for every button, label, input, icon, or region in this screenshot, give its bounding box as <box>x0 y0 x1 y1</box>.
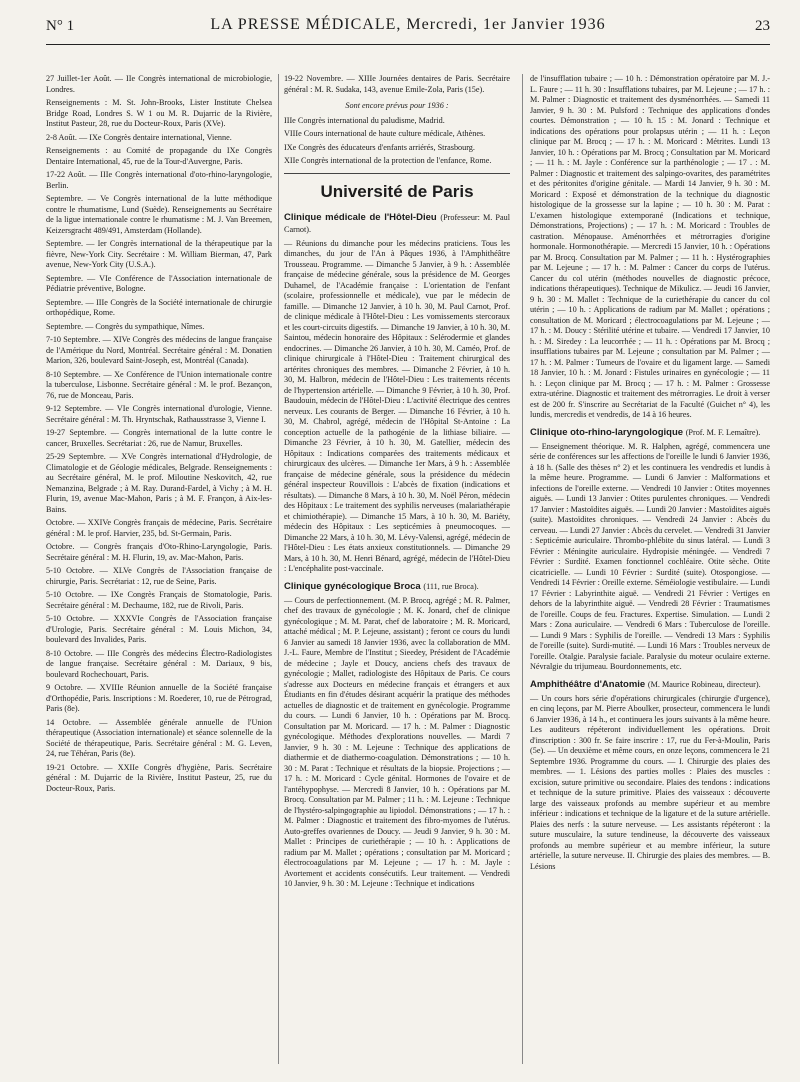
congress-entry: 8-10 Septembre. — Xe Conférence de l'Union internationale contre la tuberculose, Lisbonne. Secrétaire général : M. le prof. Bezançon, 76, rue de Monceau, Paris. <box>46 369 272 400</box>
congress-entry: 5-10 Octobre. — IXe Congrès Français de Stomatologie, Paris. Secrétaire général : M. Dechaume, 182, rue de Rivoli, Paris. <box>46 590 272 610</box>
congress-entry: 5-10 Octobre. — XXXVIe Congrès de l'Association française d'Urologie, Paris. Secrétaire général : M. Louis Michon, 34, boulevard des Invalides, Paris. <box>46 614 272 644</box>
section-body: — Réunions du dimanche pour les médecins praticiens. Tous les dimanches, du jour de l'An à Pâques 1936, à l'Amphithéâtre Trousseau. Programme. — Dimanche 5 Janvier, à 9 h. : Assemblée française de médecine générale, sous la présidence de M. Georges Duhamel, de l'Académie française : L'orientation de l'enfant (scolaire, professionnelle et médicale), vue par le médecin de famille. — Dimanche 12 Janvier, à 10 h. 30, M. Paul Carnot, Prof. de clinique médicale à l'Hôtel-Dieu : Les vomissements stercoraux et les court-circuits digestifs. — Dimanche 19 Janvier, à 10 h. 30, M. Saintou, médecin honoraire des Hôpitaux : Selérodermie et glandes endocrines. — Dimanche 26 Janvier, à 10 h. 30, M. Caméo, Prof. de clinique chirurgicale à l'Hôtel-Dieu : Traitement chirurgical des artérites chroniques des membres. — Dimanche 2 Février, à 10 h. 30, M. Halbron, médecin de l'Hôtel-Dieu : Les traitements récents de l'hypertension artérielle. — Dimanche 9 Février, à 10 h. 30, Prof. Baudouin, médecin de l'Hôtel-Dieu : L'activité électrique des centres nerveux. Les courants de Berger. — Dimanche 16 Février, à 10 h. 30, M. Chabrol, agrégé, médecin de l'Hôpital St-Antoine : La conception actuelle de la pathogénie de la lithiase biliaire. — Dimanche 23 Février, à 10 h. 30, M. Gatellier, médecin des Hôpitaux : Indications comparées des traitements médicaux et chirurgicaux des ulcères. — Dimanche 1er Mars, à 9 h. : Assemblée française de médecine générale, sous la présidence du médecin général inspecteur Rouvillois : L'abcès de fixation (indications et résultats). — Dimanche 8 Mars, à 10 h. 30, M. Noël Péron, médecin des Hôpitaux : Le traitement des syphilis nerveuses (malariathérapie et chimiothérapie). — Dimanche 15 Mars, à 10 h. 30, M. Bariéty, médecin des Hôpitaux : Les septicémies à pneumocoques. — Dimanche 22 Mars, à 10 h. 30, M. Lévy-Valensi, agrégé, médecin de l'Hôtel-Dieu : Les états anxieux constitutionnels. — Dimanche 29 Mars, à 10 h. 30, M. Henri Bénard, agrégé, médecin de l'Hôtel-Dieu : L'encéphalite post-vaccinale. <box>284 238 510 573</box>
congress-entry: Septembre. — IIIe Congrès de la Société internationale de chirurgie orthopédique, Rome. <box>46 297 272 317</box>
congress-entry: 9-12 Septembre. — VIe Congrès international d'urologie, Vienne. Secrétaire général : M. Th. Hryntschak, Rathausstrasse 3, Vienne I. <box>46 404 272 424</box>
congress-entry: 2-8 Août. — IXe Congrès dentaire international, Vienne. <box>46 132 232 142</box>
congress-entry: 8-10 Octobre. — IIIe Congrès des médecins Électro-Radiologistes de langue française. Secrétaire général : M. Dariaux, 9 bis, boulevard Rochechouart, Paris. <box>46 648 272 679</box>
university-heading: Université de Paris <box>320 181 474 201</box>
newspaper-title: LA PRESSE MÉDICALE, Mercredi, 1er Janvier 1936 <box>210 16 606 33</box>
congress-entry: Octobre. — Congrès français d'Oto-Rhino-Laryngologie, Paris. Secrétaire général : M. H. Flurin, 19, av. Mac-Mahon, Paris. <box>46 542 272 562</box>
congress-entry: Renseignements : au Comité de propagande du IXe Congrès Dentaire International, 45, rue de la Tour-d'Auvergne, Paris. <box>46 146 272 166</box>
congress-entry: 19-22 Novembre. — XIIIe Journées dentaires de Paris. Secrétaire général : M. R. Sudaka, 143, avenue Emile-Zola, Paris (15e). <box>284 74 510 94</box>
congress-entry: 9 Octobre. — XVIIIe Réunion annuelle de la Société française d'Orthopédie, Paris. Inscriptions : M. Roederer, 10, rue de Pétrograd, Paris (8e). <box>46 683 272 713</box>
section-body: — Enseignement théorique. M. R. Halphen, agrégé, commencera une série de conférences sur les affections de l'oreille le lundi 6 Janvier 1936, à 18 h. (Salle des thèses n° 2) et les continuera les vendredis et lundis à la même heure. Programme. — Lundi 6 Janvier : Malformations et infections de l'oreille externe. — Vendredi 10 Janvier : Otites moyennes aiguës. — Lundi 13 Janvier : Otites purulentes chroniques. — Vendredi 17 Janvier : Mastoïdites aiguës. — Lundi 20 Janvier : Mastoïdites aiguës (suite). Mastoïdites chroniques. — Vendredi 24 Janvier : Abcès du cerveau. — Lundi 27 Janvier : Abcès du cervelet. — Vendredi 31 Janvier : Septicémie auriculaire. Thrombo-phlébite du sinus latéral. — Lundi 3 Février : Méningite auriculaire. Hydropisie méningée. — Vendredi 7 Février : Surdité. Examen fonctionnel cochléaire. Otite sèche. Otite cicatricielle. — Lundi 10 Février : Surdité (suite). Otospongiose. — Vendredi 14 Février : Oreille externe. Séméiologie vestibulaire. — Lundi 17 Février : Labyrinthite aiguë. — Vendredi 21 Février : Vertiges en dehors de la labyrinthite aiguë. — Vendredi 28 Février : Traumatismes de l'oreille. Coups de feu. Fractures. Expertise. Simulation. — Lundi 2 Mars : Zona auriculaire. — Vendredi 6 Mars : Tuberculose de l'oreille. — Lundi 9 Mars : Syphilis de l'oreille. — Vendredi 13 Mars : Syphilis de l'oreille (suite). Surdi-mutité. — Lundi 16 Mars : Troubles nerveux de l'oreille. Otalgie. Paralysie faciale. Paralysie du moteur oculaire externe. Névralgie du trijumeau. Bourdonnements, etc. <box>530 441 770 671</box>
page-header <box>46 14 770 45</box>
section-body: — Cours de perfectionnement. (M. P. Brocq, agrégé ; M. R. Palmer, chef des travaux de gynécologie ; M. K. Jonard, chef de clinique gynécologique ; M. M. Parat, chef de laboratoire ; M. R. Moricard, attaché médical ; M. P. Lejeune, assistant) ; feront ce cours du lundi 6 Janvier au samedi 18 Janvier 1936, avec la collaboration de MM. J.-L. Faure, Membre de l'Institut ; Sieedey, Président de l'Académie de médecine ; Jayle et Doucy, anciens chefs des travaux de gynécologie ; Mallet, radiologiste des Hôpitaux de Paris. Ce cours s'adresse aux Docteurs en médecine français et étrangers et aux Étudiants en fin d'études désirant acquérir la pratique des méthodes actuelles de diagnostic et de traitement en gynécologie. Programme du cours. — Lundi 6 Janvier, 10 h. : Opérations par M. Brocq. Consultation par M. Moricard. — 17 h. : M. Palmer : Diagnostic gynécologique. Méthodes d'explorations nouvelles. — Mardi 7 Janvier, 9 h. 30 : M. Lejeune : Technique des applications de diathermie et de diathermo-coagulation. Démonstrations ; — 10 h. 30 : M. Parat : Technique et résultats de la biopsie. Projections ; — 17 h. : M. Moricard : Cycle génital. Hormones de l'ovaire et de l'antéhypophyse. — Mercredi 8 Janvier, 10 h. : Opérations par M. Brocq. Consultation par M. Palmer ; 11 h. : M. Lejeune : Technique de l'hystéro-salpingographie au lipiodol. Démonstrations ; — 17 h. : M. Palmer : Diagnostic et traitement des fibro-myomes de l'utérus. Auto-greffes ovariennes de Doucy. — Jeudi 9 Janvier, 9 h. 30 : M. Mallet : Principes de curiethérapie ; — 10 h. : Applications de radium par M. Mallet ; opérations ; consultation par M. Moricard ; électrocoagulations par M. Lejeune ; — 17 h. : M. Jayle : Avortement et accidents consécutifs. Leur traitement. — Vendredi 10 Janvier, 9 h. 30 : M. Lejeune : Technique et indications <box>284 595 510 888</box>
section-body: — Un cours hors série d'opérations chirurgicales (chirurgie d'urgence), en cinq leçons, par M. Pierre Aboulker, prosecteur, commencera le lundi 6 Janvier 1936, à 14 h., et continuera les jours suivants à la même heure. Les auditeurs répéteront individuellement les opérations. Droit d'inscription : 300 fr. Se faire inscrire : 17, rue du Fer-à-Moulin, Paris (5e). — Un deuxième et même cours, en onze leçons, commencera le 21 Septembre 1936. Programme du cours. — I. Chirurgie des plaies des membres. — 1. Lésions des parties molles : Plaies des muscles : excision, suture primitive ou secondaire. Plaies des tendons : indications et technique de la suture primitive. Plaies des vaisseaux : découverte large des vaisseaux profonds au membre supérieur et au membre inférieur : indications et technique de la ligature et de la suture artérielle. Plaies des nerfs : la suture nerveuse. — Les assistants répéteront : la suture musculaire, la suture tendineuse, la découverte des vaisseaux profonds au membre supérieur et au membre inférieur, la suture artérielle, la suture nerveuse. II. Chirurgie des plaies des membres. — B. Lésions <box>530 693 770 871</box>
section-body: de l'insufflation tubaire ; — 10 h. : Démonstration opératoire par M. J.-L. Faure ; — 11 h. 30 : Insufflations tubaires, par M. Lejeune ; — 17 h. : M. Palmer : Diagnostic et traitement des dysménorrhées. — Samedi 11 Janvier, 9 h. 30 : M. Pulsford : Technique des applications d'ondes courtes. Démonstration ; — 10 h. 15 : M. Jonard : Technique et indications des opérations pour prolapsus utérin ; — 11 h. : Leçon clinique par M. Brocq ; — 17 h. : M. Moricard : Métrites. Lundi 13 Janvier, 10 h. : Opérations par M. Brocq ; Consultation par M. Moricard ; — 11 h. : M. Jayle : Conférence sur la parthénologie ; — 17 . : M. Palmer : Diagnostic et traitement des salpingo-ovarites, des paramétrites et des péritonites d'origine génitale. — Mardi 14 Janvier, 9 h. 30 : M. Moricard : Exposé et démonstration de la technique du diagnostic histologique de la grossesse sur la lapine ; — 10 h. 30 : M. Parat : L'examen histologique extemporané (Indications et technique, Démonstrations, Projections) ; — 17 h. : M. Moricard : Troubles de castration. Ménopause. Aménorrhées et métrorragies d'origine hormonale. Hormonothérapie. — Mercredi 15 Janvier, 10 h. : Opérations par M. Brocq. Consultation par M. Palmer ; — 11 h. : Hystérographies par M. Lejeune ; — 17 h. : M. Palmer : Cancer du corps de l'utérus. Cancer du col utérin (méthodes nouvelles de diagnostic précoce, indications thérapeutiques). Technique de Mikulicz. — Jeudi 16 Janvier, 9 h. 30 : M. Mallet : Technique de la curiethérapie du cancer du col utérin ; — 10 h. : Applications de radium par M. Mallet ; opérations ; consultation de M. Moricard ; électrocoagulations par M. Lejeune ; — 17 h. : M. Doucy : Stérilité utérine et tubaire. — Vendredi 17 Janvier, 10 h. : M. Siredey : La leucorrhée ; — 11 h. : Opérations par M. Brocq ; insufflations tubaires par M. Lejeune ; consultation par M. Palmer ; — 17 h. : M. Palmer : Tumeurs de l'ovaire et du ligament large. — Samedi 18 Janvier, 10 h. : M. Jonard : Fistules urinaires en gynécologie ; — 11 h. : Leçon clinique par M. Brocq ; — 17 h. : M. Palmer : Grossesse extra-utérine. Diagnostic et traitement des métrorragies. Le droit à verser est de 200 fr. S'inscrire au Secrétariat de la Faculté (Guichet n° 4), les lundis, mercredis et vendredis, de 14 à 16 heures. <box>530 74 770 419</box>
congress-entry: 17-22 Août. — IIIe Congrès international d'oto-rhino-laryngologie, Berlin. <box>46 170 272 190</box>
congress-entry: Renseignements : M. St. John-Brooks, Lister Institute Chelsea Bridge Road, Londres S. W 1 ou M. R. Dujarric de la Rivière, Institut Pasteur, 28, rue du Docteur-Roux, Paris (XVe). <box>46 98 272 128</box>
page-number: 23 <box>755 18 770 34</box>
column-3 <box>530 74 770 875</box>
column-divider <box>278 74 279 1064</box>
congress-entry: 19-21 Octobre. — XXIIe Congrès d'hygiène, Paris. Secrétaire général : M. Dujarric de la Rivière, Institut Pasteur, 25, rue du Docteur-Roux, Paris. <box>46 762 272 793</box>
section-title: Clinique oto-rhino-laryngologique (Prof. M. F. Lemaître). <box>530 426 761 438</box>
congress-entry: Septembre. — Ve Congrès international de la lutte méthodique contre le rhumatisme, Lund (Suède). Renseignements au Secrétaire de la ligue internationale contre le rhumatisme : M. J. Van Breemen, Keizersgracht 489/491, Amsterdam (Hollande). <box>46 194 272 235</box>
congress-entry: Septembre. — Ier Congrès international de la thérapeutique par la fièvre, New-York City. Secrétaire : M. William Bierman, 47, Park avenue, New-York City (U.S.A.). <box>46 239 272 269</box>
column-1 <box>46 74 272 797</box>
section-title: Clinique gynécologique Broca (111, rue Broca). <box>284 580 479 592</box>
planned-entry: IIIe Congrès international du paludisme, Madrid. <box>284 115 445 125</box>
planned-entry: IXe Congrès des éducateurs d'enfants arriérés, Strasbourg. <box>284 142 475 152</box>
issue-number: N° 1 <box>46 18 75 34</box>
congress-entry: Octobre. — XXIVe Congrès français de médecine, Paris. Secrétaire général : M. le prof. Harvier, 235, bd. St-Germain, Paris. <box>46 518 272 538</box>
congress-entry: Septembre. — VIe Conférence de l'Association internationale de Pédiatrie préventive, Bologne. <box>46 273 272 293</box>
planned-heading: Sont encore prévus pour 1936 : <box>345 101 449 110</box>
congress-entry: 5-10 Octobre. — XLVe Congrès de l'Association française de chirurgie, Paris. Secrétariat : 12, rue de Seine, Paris. <box>46 566 272 586</box>
congress-entry: Septembre. — Congrès du sympathique, Nîmes. <box>46 321 205 331</box>
planned-entry: XIIe Congrès international de la protection de l'enfance, Rome. <box>284 156 492 165</box>
congress-entry: 14 Octobre. — Assemblée générale annuelle de l'Union thérapeutique (Association internationale) et séance solennelle de la Société de thérapeutique, Paris. Secrétaire général : M. G. Leven, 24, rue Téhéran, Paris (8e). <box>46 717 272 758</box>
congress-entry: 27 Juillet-1er Août. — IIe Congrès international de microbiologie, Londres. <box>46 74 272 94</box>
section-divider <box>284 173 510 174</box>
section-title: Clinique médicale de l'Hôtel-Dieu (Professeur: M. Paul Carnot). <box>284 211 510 234</box>
column-2 <box>284 74 510 893</box>
congress-entry: 7-10 Septembre. — XIVe Congrès des médecins de langue française de l'Amérique du Nord, Montréal. Secrétaire général : M. Donatien Marion, 326, boulevard Saint-Joseph, est, Montréal (Canada). <box>46 335 272 365</box>
column-divider <box>522 74 523 1064</box>
congress-entry: 19-27 Septembre. — Congrès international de la lutte contre le cancer, Bruxelles. Secrétariat : 26, rue de Namur, Bruxelles. <box>46 428 272 448</box>
congress-entry: 25-29 Septembre. — XVe Congrès international d'Hydrologie, de Climatologie et de Géologie médicales, Belgrade. Renseignements : au Secrétaire général, M. le prof. Miloutine Neskovitch, 42, rue Nemanzina, Belgrade ; à M. Ray. Durand-Fardel, à Vichy ; à M. H. Flurin, 19, avenue Mac-Mahon, Paris ; à M. F. Françon, à Aix-les-Bains. <box>46 452 272 514</box>
planned-entry: VIIIe Cours international de haute culture médicale, Athènes. <box>284 129 486 138</box>
section-title: Amphithéâtre d'Anatomie (M. Maurice Robineau, directeur). <box>530 678 761 690</box>
